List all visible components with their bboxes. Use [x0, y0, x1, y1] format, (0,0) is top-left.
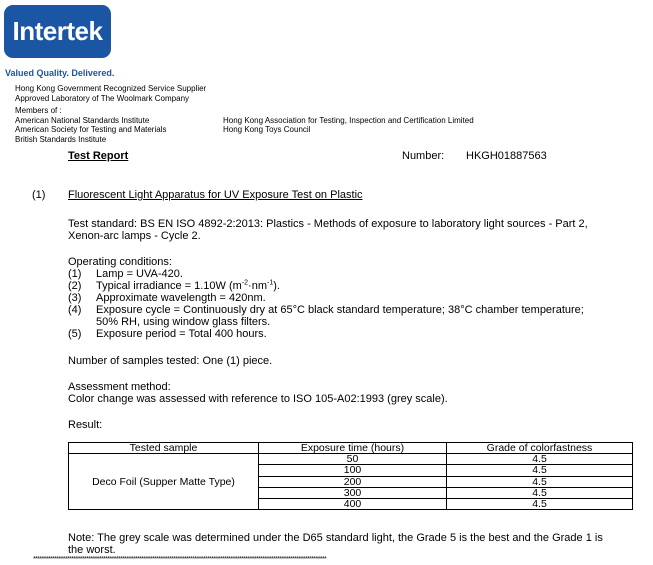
condition-text: Exposure cycle = Continuously dry at 65°C black standard temperature; 38°C chamber temperature;	[96, 304, 584, 316]
table-row	[69, 454, 633, 465]
assessment-label: Assessment method:	[68, 381, 171, 393]
column-header: Tested sample	[69, 443, 259, 454]
tagline: Valued Quality. Delivered.	[5, 68, 115, 78]
exposure-time-cell: 200	[259, 476, 447, 487]
test-standard	[68, 218, 588, 242]
exponent: -2	[241, 279, 249, 287]
section-title: Fluorescent Light Apparatus for UV Exposure Test on Plastic	[68, 189, 363, 201]
note	[68, 532, 603, 556]
section-index: (1)	[32, 189, 46, 201]
test-standard-line-1: Test standard: BS EN ISO 4892-2:2013: Plastics - Methods of exposure to laboratory light sources - Part 2,	[68, 218, 588, 230]
operating-conditions-label: Operating conditions:	[68, 256, 172, 268]
members-label: Members of :	[15, 106, 62, 115]
condition-item	[68, 268, 584, 280]
sample-name-cell: Deco Foil (Supper Matte Type)	[69, 454, 259, 510]
member-ansi: American National Standards Institute	[15, 115, 150, 125]
exposure-time-cell: 100	[259, 465, 447, 476]
condition-number: (4)	[68, 304, 82, 316]
condition-text: ·nm	[248, 280, 267, 292]
condition-item	[68, 304, 584, 328]
condition-item	[68, 292, 584, 304]
grade-cell: 4.5	[447, 454, 633, 465]
condition-text: Lamp = UVA-420.	[96, 268, 183, 280]
test-standard-line-2: Xenon-arc lamps - Cycle 2.	[68, 230, 201, 242]
note-line-2: the worst.	[68, 544, 116, 556]
condition-text: Typical irradiance = 1.10W (m	[96, 280, 242, 292]
condition-number: (2)	[68, 280, 82, 292]
members-right	[223, 116, 474, 135]
header-line-1: Hong Kong Government Recognized Service Supplier	[15, 84, 207, 93]
header-accreditation	[15, 84, 206, 103]
grade-cell: 4.5	[447, 499, 633, 510]
condition-number: (5)	[68, 328, 82, 340]
result-label: Result:	[68, 419, 103, 431]
column-header: Grade of colorfastness	[447, 443, 633, 454]
report-number-label: Number:	[402, 150, 445, 162]
grade-cell: 4.5	[447, 487, 633, 498]
condition-item	[68, 328, 584, 340]
report-number: HKGH01887563	[466, 150, 547, 162]
exposure-time-cell: 50	[259, 454, 447, 465]
table-header-row	[69, 443, 633, 454]
condition-number: (1)	[68, 268, 82, 280]
column-header: Exposure time (hours)	[259, 443, 447, 454]
member-hktc: Hong Kong Toys Council	[223, 125, 311, 134]
grade-cell: 4.5	[447, 476, 633, 487]
results-table	[68, 442, 633, 510]
operating-conditions-list	[68, 268, 584, 340]
report-title: Test Report	[68, 150, 129, 162]
member-hkatil: Hong Kong Association for Testing, Inspection and Certification Limited	[223, 115, 474, 125]
condition-text: Exposure period = Total 400 hours.	[96, 328, 267, 340]
samples-tested: Number of samples tested: One (1) piece.	[68, 355, 273, 367]
condition-number: (3)	[68, 292, 82, 304]
members-left	[15, 106, 166, 144]
grade-cell: 4.5	[447, 465, 633, 476]
header-line-2: Approved Laboratory of The Woolmark Company	[15, 93, 190, 103]
condition-item	[68, 280, 584, 292]
star-divider: ******************************************************************************************************************************************	[33, 556, 327, 563]
member-bsi: British Standards Institute	[15, 134, 107, 144]
exponent: -1	[267, 279, 274, 287]
logo-text: Intertek	[12, 16, 103, 46]
assessment-text: Color change was assessed with reference to ISO 105-A02:1993 (grey scale).	[68, 393, 448, 405]
condition-text: ).	[273, 280, 280, 292]
intertek-logo	[4, 5, 111, 58]
exposure-time-cell: 400	[259, 499, 447, 510]
condition-text: 50% RH, using window glass filters.	[96, 316, 271, 328]
exposure-time-cell: 300	[259, 487, 447, 498]
condition-text: Approximate wavelength = 420nm.	[96, 292, 266, 304]
member-astm: American Society for Testing and Materials	[15, 125, 167, 134]
note-line-1: Note: The grey scale was determined under the D65 standard light, the Grade 5 is the best and the Grade 1 is	[68, 532, 603, 544]
